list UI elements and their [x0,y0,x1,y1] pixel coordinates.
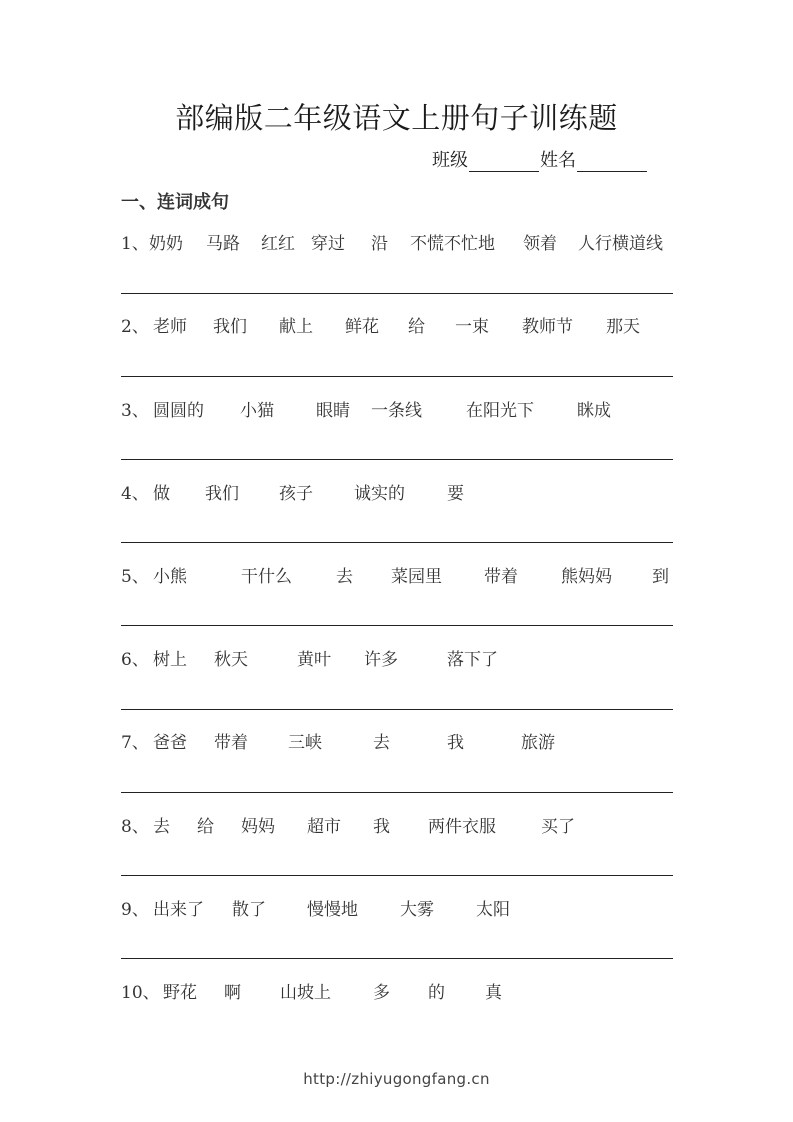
section-heading: 一、连词成句 [121,192,229,213]
word-token: 不慌不忙地 [410,233,495,254]
word-token: 一条线 [371,400,422,421]
question-number: 10、 [121,982,160,1003]
question-number: 9、 [121,899,149,920]
question-row [121,479,673,503]
answer-line[interactable] [121,875,673,876]
name-label: 姓名 [540,150,576,171]
word-token: 许多 [364,649,398,670]
word-token: 孩子 [279,483,313,504]
answer-line[interactable] [121,625,673,626]
question-row [121,229,673,253]
question-row [121,728,673,752]
word-token: 干什么 [241,566,292,587]
word-token: 啊 [224,982,241,1003]
word-token: 小猫 [240,400,274,421]
question-number: 6、 [121,649,149,670]
word-token: 做 [153,483,170,504]
word-token: 我 [447,732,464,753]
question-row [121,645,673,669]
word-token: 树上 [153,649,187,670]
word-token: 去 [153,816,170,837]
word-token: 圆圆的 [153,400,204,421]
word-token: 给 [408,316,425,337]
word-token: 去 [336,566,353,587]
word-token: 一束 [455,316,489,337]
word-token: 鲜花 [345,316,379,337]
answer-line[interactable] [121,376,673,377]
word-token: 妈妈 [241,816,275,837]
word-token: 带着 [484,566,518,587]
class-label: 班级 [432,150,468,171]
question-number: 1、 [121,233,149,254]
word-token: 买了 [541,816,575,837]
question-row [121,562,673,586]
word-token: 领着 [523,233,557,254]
answer-line[interactable] [121,709,673,710]
word-token: 小熊 [153,566,187,587]
question-number: 5、 [121,566,149,587]
word-token: 诚实的 [354,483,405,504]
page-title: 部编版二年级语文上册句子训练题 [175,101,618,135]
word-token: 菜园里 [391,566,442,587]
answer-line[interactable] [121,792,673,793]
question-number: 7、 [121,732,149,753]
class-blank [469,151,539,172]
word-token: 多 [373,982,390,1003]
word-token: 我 [373,816,390,837]
word-token: 山坡上 [280,982,331,1003]
word-token: 马路 [206,233,240,254]
question-row [121,396,673,420]
word-token: 那天 [606,316,640,337]
class-name-fields [432,146,648,172]
question-number: 2、 [121,316,149,337]
word-token: 我们 [213,316,247,337]
word-token: 眼睛 [316,400,350,421]
footer-url: http://zhiyugongfang.cn [303,1070,490,1088]
word-token: 给 [197,816,214,837]
question-row [121,895,673,919]
answer-line[interactable] [121,293,673,294]
word-token: 眯成 [577,400,611,421]
word-token: 慢慢地 [307,899,358,920]
word-token: 熊妈妈 [561,566,612,587]
word-token: 献上 [279,316,313,337]
word-token: 三峡 [288,732,322,753]
word-token: 落下了 [447,649,498,670]
word-token: 太阳 [476,899,510,920]
word-token: 带着 [214,732,248,753]
question-number: 4、 [121,483,149,504]
answer-line[interactable] [121,958,673,959]
word-token: 出来了 [153,899,204,920]
question-number: 3、 [121,400,149,421]
word-token: 我们 [205,483,239,504]
word-token: 真 [485,982,502,1003]
word-token: 老师 [153,316,187,337]
name-blank [577,151,647,172]
question-row [121,312,673,336]
word-token: 两件衣服 [428,816,496,837]
word-token: 大雾 [400,899,434,920]
word-token: 沿 [371,233,388,254]
word-token: 在阳光下 [466,400,534,421]
word-token: 超市 [307,816,341,837]
word-token: 去 [373,732,390,753]
word-token: 到 [652,566,669,587]
word-token: 穿过 [311,233,345,254]
word-token: 的 [428,982,445,1003]
word-token: 野花 [163,982,197,1003]
word-token: 爸爸 [153,732,187,753]
word-token: 黄叶 [297,649,331,670]
word-token: 奶奶 [149,233,183,254]
word-token: 要 [447,483,464,504]
question-number: 8、 [121,816,149,837]
question-row [121,812,673,836]
question-row [121,978,673,1002]
word-token: 教师节 [522,316,573,337]
answer-line[interactable] [121,542,673,543]
answer-line[interactable] [121,459,673,460]
word-token: 散了 [232,899,266,920]
word-token: 人行横道线 [578,233,663,254]
word-token: 秋天 [214,649,248,670]
word-token: 旅游 [521,732,555,753]
word-token: 红红 [261,233,295,254]
